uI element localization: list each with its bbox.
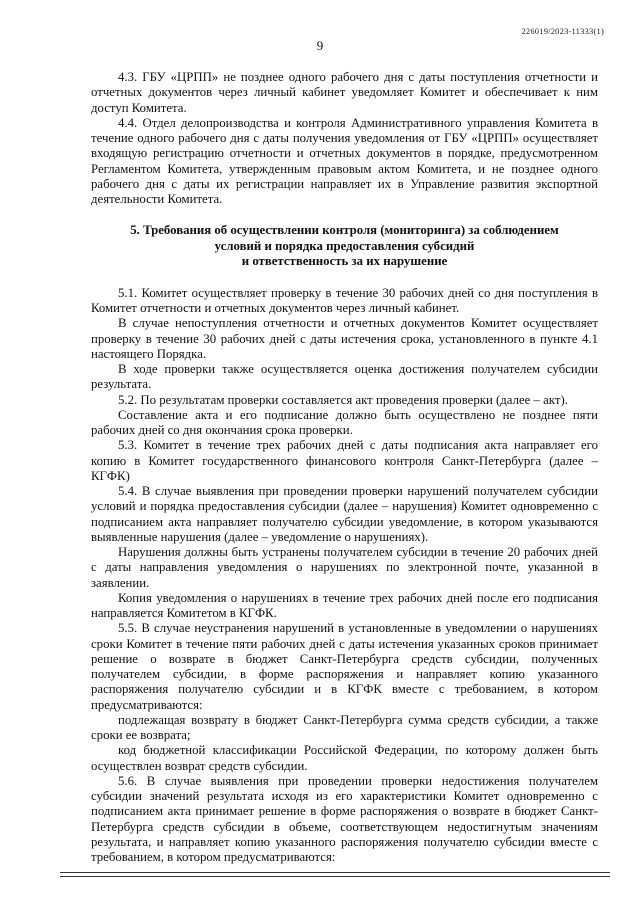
paragraph: Составление акта и его подписание должно быть осуществлено не позднее пяти рабочих дней со дня окончания срока проверки. — [91, 407, 598, 437]
paragraph-5-3: 5.3. Комитет в течение трех рабочих дней с даты подписания акта направляет его копию в Комитет государственного финансового контроля Санкт-Петербурга (далее – КГФК) — [91, 438, 598, 483]
document-registration-number: 226019/2023-11333(1) — [521, 26, 604, 36]
list-item: код бюджетной классификации Российской Федерации, по которому должен быть осуществлен возврат средств субсидии. — [91, 743, 598, 773]
paragraph-4-3: 4.3. ГБУ «ЦРПП» не позднее одного рабочего дня с даты поступления отчетности и отчетных документов через личный кабинет уведомляет Комитет и обеспечивает к ним доступ Комитета. — [91, 70, 598, 115]
section-heading-line: и ответственность за их нарушение — [241, 254, 448, 269]
footer-rule — [60, 876, 610, 877]
paragraph-5-2: 5.2. По результатам проверки составляется акт проведения проверки (далее – акт). — [118, 392, 568, 407]
document-body — [91, 70, 598, 865]
section-heading-line: 5. Требования об осуществлении контроля (мониторинга) за соблюдением — [130, 223, 559, 238]
paragraph-5-5: 5.5. В случае неустранения нарушений в установленные в уведомлении о нарушениях сроки Комитет в течение пяти рабочих дней с даты истечения указанных сроков принимает решение о возврате в бюджет Санкт-Петербурга средств субсидии, полученных получателем субсидии, в форме распоряжения и направляет копию указанного распоряжения получателю субсидии и в КГФК вместе с требованием, в котором предусматриваются: — [91, 621, 598, 712]
page-number: 9 — [316, 38, 324, 53]
footer-rule — [60, 872, 610, 873]
paragraph: В ходе проверки также осуществляется оценка достижения получателем субсидии результата. — [91, 362, 598, 392]
section-5-heading — [91, 223, 598, 270]
paragraph: Копия уведомления о нарушениях в течение трех рабочих дней после его подписания направляется Комитетом в КГФК. — [91, 590, 598, 620]
section-heading-line: условий и порядка предоставления субсидий — [214, 238, 475, 253]
paragraph-5-6: 5.6. В случае выявления при проведении проверки недостижения получателем субсидии значений результата исходя из его характеристики Комитет одновременно с подписанием акта принимает решение в форме распоряжения о возврате в бюджет Санкт-Петербурга средств субсидии в объеме, соответствующем недостигнутым значениям результата, и направляет копию указанного распоряжения получателю субсидии вместе с требованием, в котором предусматриваются: — [91, 773, 598, 864]
paragraph: В случае непоступления отчетности и отчетных документов Комитет осуществляет проверку в течение 30 рабочих дней с даты истечения срока, установленного в пункте 4.1 настоящего Порядка. — [91, 316, 598, 361]
paragraph-5-4: 5.4. В случае выявления при проведении проверки нарушений получателем субсидии условий и порядка предоставления субсидии (далее – нарушения) Комитет одновременно с подписанием акта направляет получателю субсидии уведомление, в котором указываются выявленные нарушения (далее – уведомление о нарушениях). — [91, 484, 598, 544]
paragraph-4-4: 4.4. Отдел делопроизводства и контроля Административного управления Комитета в течение одного рабочего дня с даты получения уведомления от ГБУ «ЦРПП» осуществляет входящую регистрацию отчетности и отчетных документов в порядке, предусмотренном Регламентом Комитета, утвержденным правовым актом Комитета, и не позднее одного рабочего дня с даты их регистрации направляет их в Управление развития экспортной деятельности Комитета. — [91, 115, 598, 206]
paragraph: Нарушения должны быть устранены получателем субсидии в течение 20 рабочих дней с даты направления уведомления о нарушениях по электронной почте, указанной в заявлении. — [91, 545, 598, 590]
paragraph-5-1: 5.1. Комитет осуществляет проверку в течение 30 рабочих дней со дня поступления в Комитет отчетности и отчетных документов через личный кабинет. — [91, 285, 598, 315]
list-item: подлежащая возврату в бюджет Санкт-Петербурга сумма средств субсидии, а также сроки ее возврата; — [91, 712, 598, 742]
